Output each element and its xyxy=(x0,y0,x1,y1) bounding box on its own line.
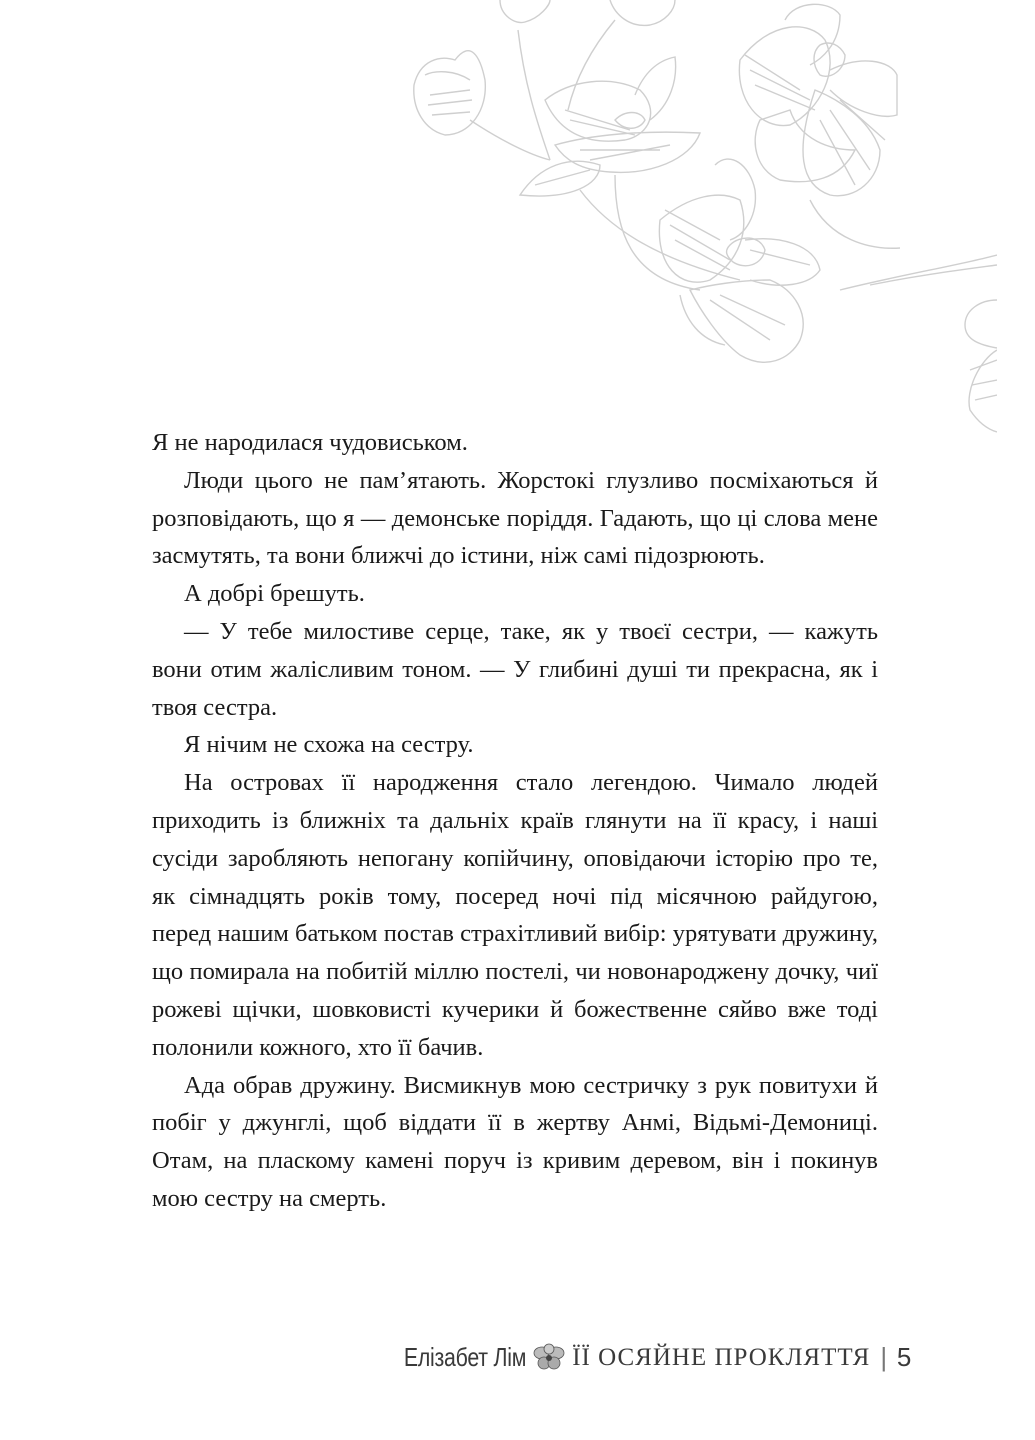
author-name: Елізабет Лім xyxy=(403,1342,527,1372)
paragraph: На островах її народження стало легендою. Чимало людей приходить із ближніх та дальніх країв глянути на її красу, і наші сусіди заробляють непогану копійчину, оповідаючи історію про те, як сімнадцять років тому, посеред ночі під місячною райдугою, перед нашим батьком постав страхітливий вибір: урятувати дружину, що помирала на побитій міллю постелі, чи новонароджену дочку, чиї рожеві щічки, шовковисті кучерики й божественне сяйво вже тоді полонили кожного, хто її бачив. xyxy=(152,769,878,1061)
chapter-text xyxy=(152,424,878,1218)
paragraph: Ада обрав дружину. Висмикнув мою сестричку з рук повитухи й побіг у джунглі, щоб віддати її в жертву Анмі, Відьмі-Демониці. Отам, на пласкому камені поруч із кривим деревом, він і покинув мою сестру на смерть. xyxy=(152,1071,878,1212)
separator: | xyxy=(880,1342,887,1372)
paragraph: Я нічим не схожа на сестру. xyxy=(184,731,474,759)
orchid-icon xyxy=(532,1343,566,1373)
page-number: 5 xyxy=(896,1342,911,1372)
paragraph: А добрі брешуть. xyxy=(184,580,365,608)
book-title: ЇЇ ОСЯЙНЕ ПРОКЛЯТТЯ xyxy=(572,1343,871,1371)
paragraph: Я не народилася чудовиськом. xyxy=(152,429,468,456)
paragraph: Люди цього не пам’ятають. Жорстокі глузливо посміхаються й розповідають, що я — демонське поріддя. Гадають, що ці слова мене засмутять, та вони ближчі до істини, ніж самі підозрюють. xyxy=(152,466,878,570)
orchid-branch-illustration xyxy=(400,0,997,440)
running-footer xyxy=(377,1342,911,1373)
paragraph: — У тебе милостиве серце, таке, як у твоєї сестри, — кажуть вони отим жалісливим тоном. — У глибині душі ти прекрасна, як і твоя сестра. xyxy=(152,617,878,721)
